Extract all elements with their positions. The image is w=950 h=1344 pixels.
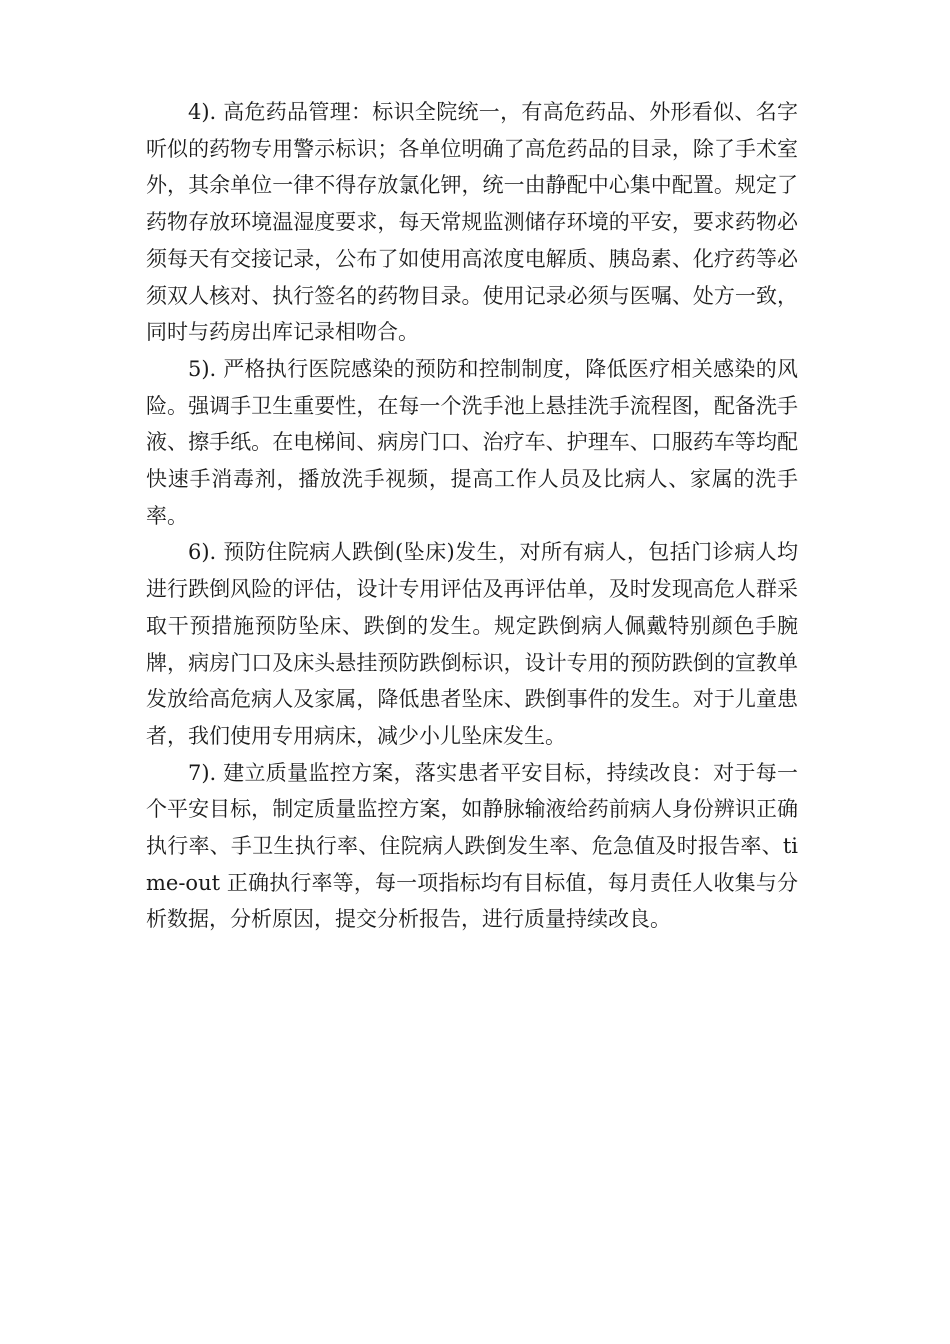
paragraph-fall-prevention: 6). 预防住院病人跌倒(坠床)发生，对所有病人，包括门诊病人均进行跌倒风险的评估，设计专用评估及再评估单，及时发现高危人群采取干预措施预防坠床、跌倒的发生。规定跌倒病人佩戴特别颜色手腕牌，病房门口及床头悬挂预防跌倒标识，设计专用的预防跌倒的宣教单发放给高危病人及家属，降低患者坠床、跌倒事件的发生。对于儿童患者，我们使用专用病床，减少小儿坠床发生。 — [146, 540, 798, 748]
document-body — [146, 94, 798, 938]
paragraph-quality-monitoring: 7). 建立质量监控方案，落实患者平安目标，持续改良：对于每一个平安目标，制定质量监控方案，如静脉输液给药前病人身份辨识正确执行率、手卫生执行率、住院病人跌倒发生率、危急值及时报告率、time-out 正确执行率等，每一项指标均有目标值，每月责任人收集与分析数据，分析原因，提交分析报告，进行质量持续改良。 — [146, 760, 798, 932]
paragraph-infection-control: 5). 严格执行医院感染的预防和控制制度，降低医疗相关感染的风险。强调手卫生重要性，在每一个洗手池上悬挂洗手流程图，配备洗手液、擦手纸。在电梯间、病房门口、治疗车、护理车、口服药车等均配快速手消毒剂，播放洗手视频，提高工作人员及比病人、家属的洗手率。 — [146, 356, 798, 528]
paragraph-high-risk-drugs: 4). 高危药品管理：标识全院统一，有高危药品、外形看似、名字听似的药物专用警示标识；各单位明确了高危药品的目录，除了手术室外，其余单位一律不得存放氯化钾，统一由静配中心集中配置。规定了药物存放环境温湿度要求，每天常规监测储存环境的平安，要求药物必须每天有交接记录，公布了如使用高浓度电解质、胰岛素、化疗药等必须双人核对、执行签名的药物目录。使用记录必须与医嘱、处方一致，同时与药房出库记录相吻合。 — [146, 100, 798, 345]
